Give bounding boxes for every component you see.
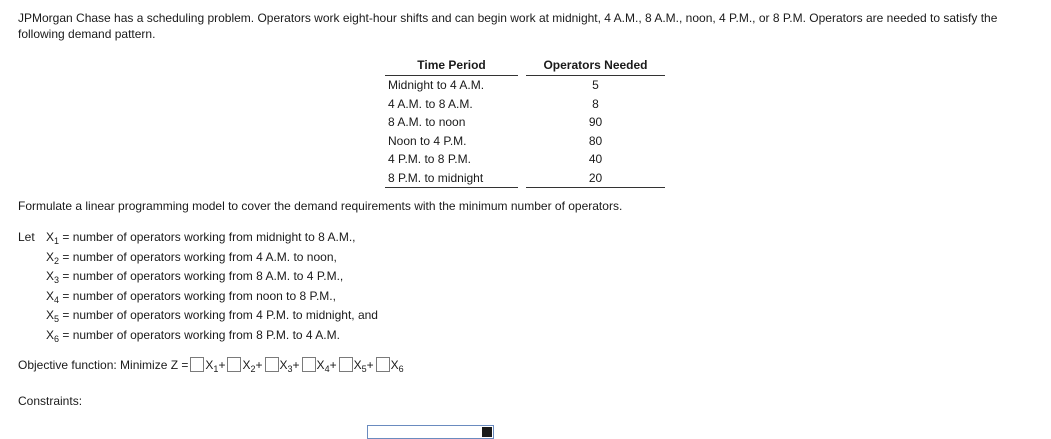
variable-definition xyxy=(18,306,378,326)
term-symbol: $X_2$ xyxy=(242,357,256,374)
cell-operators: 90 xyxy=(588,115,603,130)
variable-description: = number of operators working from 4 P.M. to midnight, and xyxy=(59,308,378,322)
variable-symbol: $X_5$ xyxy=(46,308,60,324)
variable-definitions xyxy=(18,228,378,345)
cell-period: Noon to 4 P.M. xyxy=(388,133,467,148)
cell-period: Midnight to 4 A.M. xyxy=(388,78,485,93)
variable-definition xyxy=(18,287,378,307)
variable-symbol: $X_4$ xyxy=(46,288,60,305)
variable-definition xyxy=(18,248,378,268)
variable-description: = number of operators working from 4 A.M. to noon, xyxy=(59,249,337,264)
cell-operators: 80 xyxy=(588,133,603,148)
term-symbol: $X_1$ xyxy=(205,357,219,374)
column-header-operators-needed: Operators Needed xyxy=(526,56,665,76)
problem-statement: JPMorgan Chase has a scheduling problem. Operators work eight-hour shifts and can begin work at midnight, 4 A.M., 8 A.M., noon, 4 P.M., or 8 P.M. Operators are needed to satisfy the following demand pattern. xyxy=(18,11,998,41)
plus-sign: + xyxy=(255,357,263,372)
cell-operators: 20 xyxy=(526,169,665,188)
coefficient-input-x2[interactable] xyxy=(227,357,241,372)
term-symbol: $X_3$ xyxy=(279,357,293,374)
let-label: Let xyxy=(18,230,35,244)
chevron-down-icon[interactable] xyxy=(482,427,492,437)
variable-description: = number of operators working from noon to 8 P.M., xyxy=(59,288,336,303)
variable-symbol: $X_1$ xyxy=(46,230,60,246)
plus-sign: + xyxy=(329,357,337,372)
table-row xyxy=(385,169,665,188)
variable-definition xyxy=(18,326,378,346)
variable-definition xyxy=(18,228,378,248)
demand-table xyxy=(385,56,665,188)
table-row xyxy=(385,113,665,132)
plus-sign: + xyxy=(366,357,374,372)
term-symbol: $X_4$ xyxy=(316,357,330,374)
formulate-instruction: Formulate a linear programming model to cover the demand requirements with the minimum number of operators. xyxy=(18,199,623,213)
variable-symbol: $X_2$ xyxy=(46,249,60,266)
table-row xyxy=(385,95,665,114)
table-row xyxy=(385,132,665,151)
coefficient-input-x3[interactable] xyxy=(265,357,279,372)
variable-description: = number of operators working from 8 A.M. to 4 P.M., xyxy=(59,269,344,283)
plus-sign: + xyxy=(218,357,226,372)
coefficient-input-x5[interactable] xyxy=(339,357,353,372)
table-row xyxy=(385,150,665,169)
table-header-row xyxy=(385,56,665,76)
coefficient-input-x1[interactable] xyxy=(190,357,204,372)
term-symbol: $X_6$ xyxy=(390,357,404,374)
table-row xyxy=(385,76,665,95)
constraints-label: Constraints: xyxy=(18,394,83,408)
cell-period: 8 P.M. to midnight xyxy=(385,169,518,188)
coefficient-input-x4[interactable] xyxy=(302,357,316,372)
cell-period: 8 A.M. to noon xyxy=(388,115,466,130)
variable-symbol: $X_3$ xyxy=(46,269,60,285)
cell-period: 4 P.M. to 8 P.M. xyxy=(388,152,471,167)
variable-definition xyxy=(18,267,378,287)
term-symbol: $X_5$ xyxy=(353,357,367,374)
variable-description: = number of operators working from 8 P.M. to 4 A.M. xyxy=(59,327,340,342)
plus-sign: + xyxy=(292,357,300,372)
cell-operators: 40 xyxy=(588,152,603,167)
cell-period: 4 A.M. to 8 A.M. xyxy=(388,96,473,111)
variable-symbol: $X_6$ xyxy=(46,327,60,344)
objective-label: Objective function: Minimize Z = xyxy=(18,357,189,372)
constraint-dropdown[interactable] xyxy=(367,425,494,439)
column-header-time-period: Time Period xyxy=(385,56,518,76)
cell-operators: 5 xyxy=(592,78,599,93)
cell-operators: 8 xyxy=(592,96,599,111)
variable-description: = number of operators working from midnight to 8 A.M., xyxy=(59,230,356,244)
objective-function xyxy=(18,357,404,372)
coefficient-input-x6[interactable] xyxy=(376,357,390,372)
